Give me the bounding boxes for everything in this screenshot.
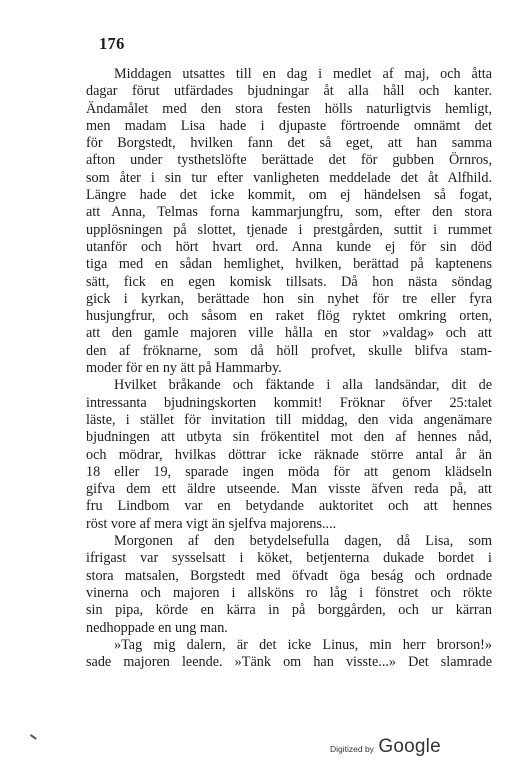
text-line: Middagen utsattes till en dag i medlet af maj, och åtta <box>114 66 492 82</box>
text-line: som åter i sin tur efter vanligheten meddelade det åt Alfhild. <box>86 169 492 186</box>
text-line: men madam Lisa hade i djupaste förtroende omnämt det <box>86 117 492 134</box>
text-line: tiga med en sådan hemlighet, hvilken, berättad på kaptenens <box>86 256 492 273</box>
text-line: sätt, fick en egen komisk tillsats. Då hon nästa söndag <box>86 273 492 290</box>
text-line: »Tag mig dalern, är det icke Linus, min herr brorson!» <box>114 636 492 653</box>
body-text <box>86 66 492 671</box>
text-line: nedhoppade en ung man. <box>86 619 228 636</box>
page-number: 176 <box>99 34 125 53</box>
text-line: afton under tysthetslöfte berättade det för gubben Örnros, <box>86 152 492 169</box>
text-line: gifva dem ett äldre utseende. Man visste äfven reda på, att <box>86 481 492 498</box>
text-line: och mödrar, hvilkas döttrar icke räknade större antal år än <box>86 446 492 463</box>
text-line: 18 eller 19, sparade ingen möda för att genom klädseln <box>86 463 492 480</box>
text-line: sade majoren leende. »Tänk om han visste...» Det slamrade <box>86 654 492 671</box>
stray-ink-mark <box>30 734 37 739</box>
digitized-label: Digitized by <box>330 744 374 754</box>
text-line: bjudningen att utbyta sin frökentitel mot den af hennes nåd, <box>86 429 492 446</box>
text-line: dagar förut utfärdades bjudningar åt alla håll och kanter. <box>86 83 492 100</box>
text-line: stora matsalen, Borgstedt med öfvadt öga beság och ordnade <box>86 567 492 584</box>
text-line: Längre hade det icke kommit, om ej händelsen så fogat, <box>86 187 492 204</box>
text-line: utanför och hört hvart ord. Anna kunde ej för sin död <box>86 238 492 255</box>
digitized-footer <box>330 736 441 758</box>
text-line: att den gamle majoren ville hålla en stor »valdag» och att <box>86 325 492 342</box>
text-line: Morgonen af den betydelsefulla dagen, då Lisa, som <box>114 533 492 550</box>
text-line: moder för en ny ätt på Hammarby. <box>86 360 282 377</box>
text-line: Ändamålet med den stora festen hölls naturligtvis hemligt, <box>86 100 492 117</box>
text-line: ifrigast var sysselsatt i köket, betjenterna dukade bordet i <box>86 550 492 567</box>
text-line: sin pipa, körde en kärra in på borggården, och ur kärran <box>86 602 492 619</box>
text-line: Hvilket bråkande och fäktande i alla landsändar, dit de <box>114 377 492 394</box>
text-line: intressanta bjudningskorten kommit! Fröknar öfver 25:talet <box>86 394 492 411</box>
text-line: vinerna och majoren i allsköns ro låg i fönstret och rökte <box>86 584 492 601</box>
text-line: läste, i stället för invitation till middag, den vida angenämare <box>86 411 492 428</box>
text-line: upplösningen på slottet, tjenade i prestgården, suttit i rummet <box>86 221 492 238</box>
text-line: att Anna, Telmas forna kammarjungfru, som, efter den stora <box>86 204 492 221</box>
google-wordmark: Google <box>378 736 441 757</box>
text-line: fru Lindbom var en betydande auktoritet och att hennes <box>86 498 492 515</box>
text-line: röst vore af mera vigt än sjelfva majorens.... <box>86 515 337 532</box>
text-line: husjungfrur, och såsom en raket flög ryktet omkring orten, <box>86 308 492 325</box>
text-line: gick i kyrkan, berättade hon sin nyhet för tre eller fyra <box>86 290 492 307</box>
text-line: den af fröknarne, som då höll profvet, skulle blifva stam- <box>86 342 492 359</box>
text-line: för Borgstedt, hvilken fann det så eget, att han samma <box>86 135 492 152</box>
